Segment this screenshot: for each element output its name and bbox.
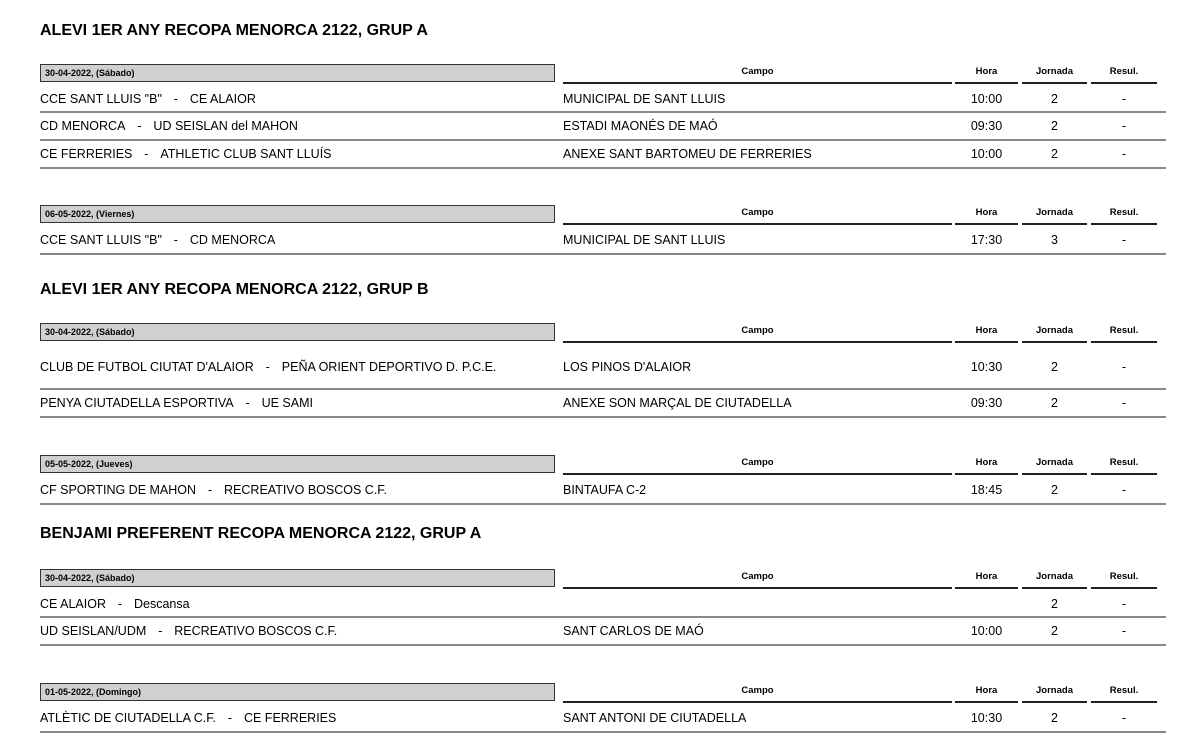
date-label: 30-04-2022, (Sábado)	[40, 64, 555, 82]
jornada: 2	[1051, 624, 1058, 638]
match-teams: CE ALAIOR - Descansa	[40, 596, 190, 611]
col-header-jornada: Jornada	[1022, 323, 1087, 343]
date-label: 30-04-2022, (Sábado)	[40, 569, 555, 587]
col-header-hora: Hora	[955, 683, 1018, 703]
col-header-campo: Campo	[563, 205, 952, 225]
match-row	[40, 227, 1166, 255]
hora: 09:30	[970, 119, 1003, 133]
home-team: CCE SANT LLUIS "B"	[40, 91, 162, 106]
match-row	[40, 86, 1166, 113]
campo: MUNICIPAL DE SANT LLUIS	[563, 91, 726, 106]
match-row	[40, 591, 1166, 618]
col-header-campo: Campo	[563, 323, 952, 343]
away-team: ATHLETIC CLUB SANT LLUÍS	[160, 147, 332, 161]
home-team: CCE SANT LLUIS "B"	[40, 233, 162, 247]
jornada: 2	[1051, 91, 1058, 106]
home-team: CLUB DE FUTBOL CIUTAT D'ALAIOR	[40, 359, 254, 374]
away-team: PEÑA ORIENT DEPORTIVO D. P.C.E.	[281, 359, 497, 374]
hora: 10:00	[970, 147, 1003, 161]
col-header-jornada: Jornada	[1022, 683, 1087, 703]
col-header-resul: Resul.	[1091, 683, 1157, 703]
campo: BINTAUFA C-2	[563, 483, 647, 497]
col-header-resul: Resul.	[1091, 569, 1157, 589]
match-teams: PENYA CIUTADELLA ESPORTIVA - UE SAMI	[40, 396, 313, 410]
day-header	[40, 323, 1166, 345]
home-team: CF SPORTING DE MAHON	[40, 483, 197, 497]
resul: -	[1121, 359, 1127, 374]
campo: MUNICIPAL DE SANT LLUIS	[563, 233, 726, 247]
col-header-jornada: Jornada	[1022, 205, 1087, 225]
resul: -	[1121, 91, 1127, 106]
match-row	[40, 705, 1166, 733]
jornada: 2	[1051, 596, 1058, 611]
date-label: 06-05-2022, (Viernes)	[40, 205, 555, 223]
jornada: 2	[1051, 119, 1058, 133]
col-header-hora: Hora	[955, 455, 1018, 475]
away-team: CD MENORCA	[189, 233, 276, 247]
away-team: RECREATIVO BOSCOS C.F.	[174, 624, 338, 638]
match-teams: CE FERRERIES - ATHLETIC CLUB SANT LLUÍS	[40, 147, 332, 161]
away-team: RECREATIVO BOSCOS C.F.	[224, 483, 388, 497]
campo: ANEXE SANT BARTOMEU DE FERRERIES	[563, 147, 812, 161]
resul: -	[1121, 233, 1127, 247]
campo: ESTADI MAONÉS DE MAÓ	[563, 119, 718, 133]
jornada: 2	[1051, 711, 1058, 725]
resul: -	[1121, 483, 1127, 497]
match-teams: ATLÈTIC DE CIUTADELLA C.F. - CE FERRERIES	[40, 711, 337, 725]
col-header-jornada: Jornada	[1022, 569, 1087, 589]
match-row	[40, 141, 1166, 169]
day-header	[40, 205, 1166, 227]
hora: 10:00	[970, 624, 1003, 638]
day-block	[40, 683, 1166, 733]
col-header-resul: Resul.	[1091, 323, 1157, 343]
home-team: UD SEISLAN/UDM	[40, 624, 147, 638]
date-label: 01-05-2022, (Domingo)	[40, 683, 555, 701]
home-team: CE ALAIOR	[40, 596, 106, 611]
match-teams: CCE SANT LLUIS "B" - CD MENORCA	[40, 233, 276, 247]
match-row	[40, 618, 1166, 646]
day-block	[40, 64, 1166, 169]
col-header-resul: Resul.	[1091, 64, 1157, 84]
hora: 17:30	[970, 233, 1003, 247]
home-team: ATLÈTIC DE CIUTADELLA C.F.	[40, 711, 216, 725]
day-block	[40, 569, 1166, 646]
away-team: UD SEISLAN del MAHON	[153, 119, 298, 133]
group-title: ALEVI 1ER ANY RECOPA MENORCA 2122, GRUP A	[40, 22, 428, 39]
day-header	[40, 683, 1166, 705]
day-header	[40, 569, 1166, 591]
col-header-campo: Campo	[563, 683, 952, 703]
hora: 10:30	[970, 711, 1003, 725]
hora	[955, 591, 1018, 616]
hora: 09:30	[970, 396, 1003, 410]
hora: 10:00	[970, 91, 1003, 106]
jornada: 2	[1051, 396, 1058, 410]
match-row	[40, 477, 1166, 505]
jornada: 2	[1051, 359, 1058, 374]
match-row	[40, 345, 1166, 390]
match-teams: CF SPORTING DE MAHON - RECREATIVO BOSCOS C.F.	[40, 483, 388, 497]
day-block	[40, 205, 1166, 255]
col-header-campo: Campo	[563, 64, 952, 84]
col-header-jornada: Jornada	[1022, 455, 1087, 475]
col-header-jornada: Jornada	[1022, 64, 1087, 84]
day-block	[40, 323, 1166, 418]
away-team: Descansa	[134, 596, 190, 611]
day-block	[40, 455, 1166, 505]
jornada: 3	[1051, 233, 1058, 247]
date-label: 30-04-2022, (Sábado)	[40, 323, 555, 341]
campo	[563, 591, 952, 616]
resul: -	[1121, 396, 1127, 410]
resul: -	[1121, 624, 1127, 638]
resul: -	[1121, 711, 1127, 725]
hora: 10:30	[970, 359, 1003, 374]
group-title: BENJAMI PREFERENT RECOPA MENORCA 2122, GRUP A	[40, 525, 482, 542]
campo: ANEXE SON MARÇAL DE CIUTADELLA	[563, 396, 792, 410]
resul: -	[1121, 119, 1127, 133]
col-header-resul: Resul.	[1091, 455, 1157, 475]
jornada: 2	[1051, 147, 1058, 161]
jornada: 2	[1051, 483, 1058, 497]
match-teams: UD SEISLAN/UDM - RECREATIVO BOSCOS C.F.	[40, 624, 338, 638]
match-teams: CD MENORCA - UD SEISLAN del MAHON	[40, 119, 298, 133]
match-row	[40, 113, 1166, 141]
match-teams: CCE SANT LLUIS "B" - CE ALAIOR	[40, 91, 256, 106]
campo: SANT ANTONI DE CIUTADELLA	[563, 711, 747, 725]
col-header-hora: Hora	[955, 205, 1018, 225]
away-team: CE ALAIOR	[189, 91, 256, 106]
day-header	[40, 455, 1166, 477]
col-header-resul: Resul.	[1091, 205, 1157, 225]
hora: 18:45	[970, 483, 1003, 497]
campo: SANT CARLOS DE MAÓ	[563, 624, 704, 638]
home-team: CD MENORCA	[40, 119, 126, 133]
campo: LOS PINOS D'ALAIOR	[563, 359, 692, 374]
match-teams: CLUB DE FUTBOL CIUTAT D'ALAIOR - PEÑA ORIENT DEPORTIVO D. P.C.E.	[40, 359, 497, 374]
col-header-hora: Hora	[955, 569, 1018, 589]
day-header	[40, 64, 1166, 86]
date-label: 05-05-2022, (Jueves)	[40, 455, 555, 473]
col-header-campo: Campo	[563, 569, 952, 589]
resul: -	[1121, 596, 1127, 611]
home-team: CE FERRERIES	[40, 147, 133, 161]
resul: -	[1121, 147, 1127, 161]
away-team: CE FERRERIES	[243, 711, 337, 725]
group-title: ALEVI 1ER ANY RECOPA MENORCA 2122, GRUP B	[40, 281, 429, 298]
col-header-hora: Hora	[955, 323, 1018, 343]
home-team: PENYA CIUTADELLA ESPORTIVA	[40, 396, 234, 410]
col-header-campo: Campo	[563, 455, 952, 475]
match-row	[40, 390, 1166, 418]
away-team: UE SAMI	[261, 396, 313, 410]
col-header-hora: Hora	[955, 64, 1018, 84]
